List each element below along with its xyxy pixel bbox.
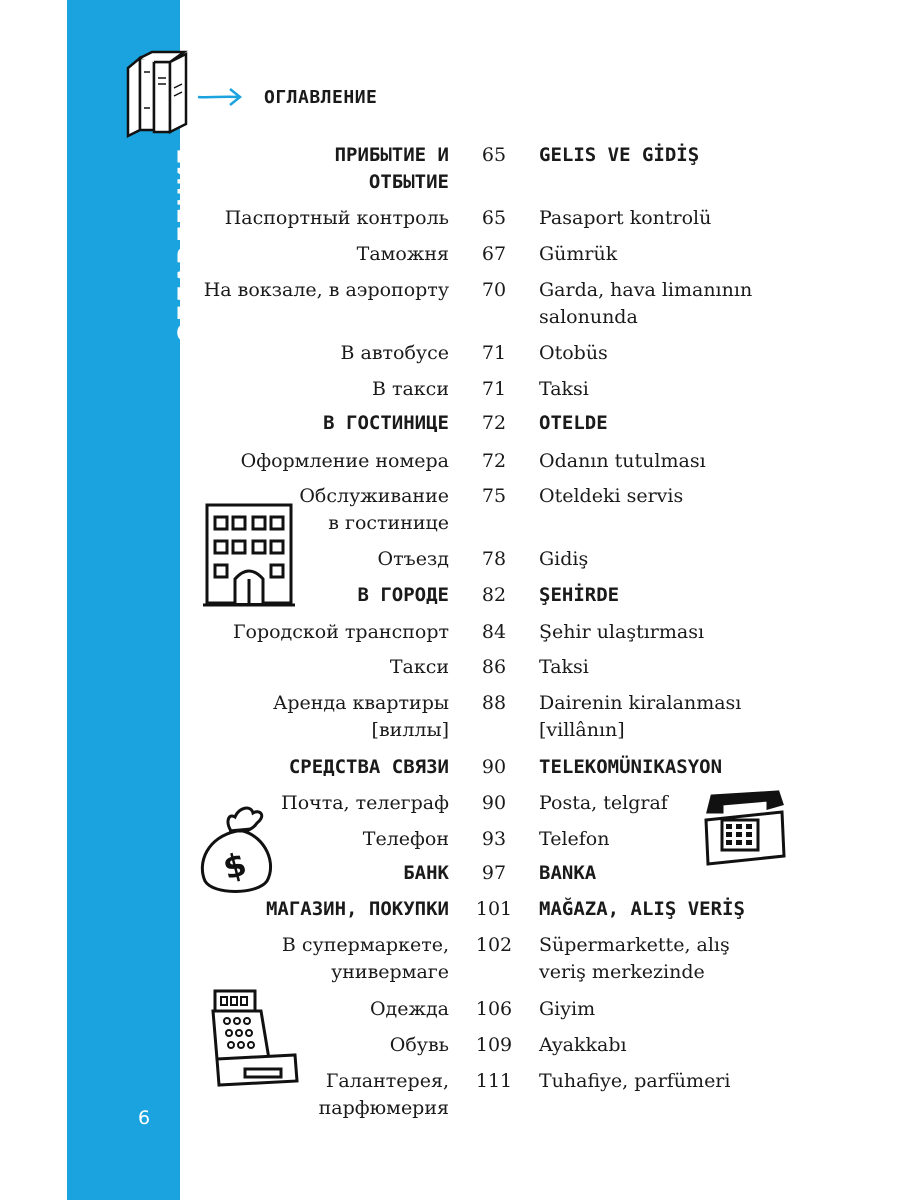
turkish-title [539,410,608,437]
turkish-title-line: veriş merkezinde [539,961,705,983]
toc-entry-row [0,546,900,576]
russian-title [241,448,449,475]
turkish-title [539,277,752,331]
turkish-title-line: Şehir ulaştırması [539,621,705,643]
toc-entry-row [0,241,900,271]
turkish-title [539,690,741,744]
toc-section-row [0,142,900,193]
russian-title-line: На вокзале, в аэропорту [203,279,449,301]
russian-title [390,1032,449,1059]
page-ref: 97 [481,862,507,884]
turkish-title-line: Oteldeki servis [539,485,684,507]
turkish-title [539,376,589,403]
turkish-title-line: [villânın] [539,719,625,741]
russian-title [378,546,449,573]
russian-title [335,142,449,196]
russian-title [281,790,449,817]
turkish-title-line: salonunda [539,306,638,328]
cash-register-icon [207,985,302,1090]
toc-entry-row [0,277,900,328]
turkish-title-line: Garda, hava limanının [539,279,753,301]
svg-text:$: $ [219,844,251,888]
toc-entry-row [0,205,900,235]
russian-title [289,754,449,781]
russian-title [357,241,449,268]
page-ref: 106 [475,998,513,1020]
russian-title [357,582,449,609]
turkish-title [539,142,699,169]
russian-title-line: В ГОРОДЕ [357,584,449,606]
turkish-title-line: Ayakkabı [539,1034,627,1056]
turkish-title-line: Gidiş [539,548,589,570]
russian-title-line: Обувь [389,1034,449,1056]
turkish-title [539,654,589,681]
turkish-title [539,205,711,232]
page-ref: 82 [481,584,507,606]
russian-title [390,654,449,681]
toc-entry-row [0,932,900,983]
toc-entry-row [0,996,900,1026]
turkish-title [539,582,619,609]
turkish-title [539,1032,627,1059]
toc-entry-row [0,483,900,534]
page-ref: 78 [481,548,507,570]
turkish-title-line: Tuhafiye, parfümeri [539,1070,731,1092]
toc-section-row [0,582,900,612]
turkish-title [539,241,617,268]
toc-section-row [0,754,900,784]
toc-entry-row [0,654,900,684]
page-ref: 102 [475,934,513,956]
arrow-icon [196,86,244,108]
turkish-title [539,448,706,475]
russian-title [233,619,449,646]
money-bag-icon [195,803,280,895]
page-ref: 75 [481,485,507,507]
russian-title [266,896,449,923]
russian-title [225,205,449,232]
russian-title-line: В супермаркете, [281,934,449,956]
page-ref: 88 [481,692,507,714]
russian-title-line: В автобусе [340,342,449,364]
turkish-title-line: Giyim [539,998,596,1020]
russian-title-line: Оформление номера [240,450,449,472]
russian-title-line: Городской транспорт [232,621,449,643]
toc-entry-row [0,1032,900,1062]
russian-title-line: Такси [389,656,449,678]
turkish-title-line: Süpermarkette, alış [539,934,730,956]
russian-title-line: в гостинице [328,512,449,534]
page-ref: 101 [475,898,513,920]
russian-title-line: Аренда квартиры [272,692,449,714]
page-ref: 111 [475,1070,513,1092]
turkish-title-line: Pasaport kontrolü [539,207,712,229]
turkish-title-line: OTELDE [539,412,608,434]
page-ref: 84 [481,621,507,643]
russian-title-line: Галантерея, [325,1070,449,1092]
page-ref: 71 [481,342,507,364]
page-ref: 72 [481,450,507,472]
russian-title [299,483,449,537]
turkish-title-line: Dairenin kiralanması [539,692,742,714]
turkish-title-line: ŞEHİRDE [539,584,620,606]
russian-title-line: В ГОСТИНИЦЕ [323,412,449,434]
hotel-icon [203,499,295,609]
russian-title-line: МАГАЗИН, ПОКУПКИ [265,898,449,920]
russian-title-line: СРЕДСТВА СВЯЗИ [288,756,449,778]
russian-title [370,996,449,1023]
page-ref: 70 [481,279,507,301]
turkish-title [539,896,745,923]
russian-title [319,1068,449,1122]
page-ref: 72 [481,412,507,434]
turkish-title-line: TELEKOMÜNIKASYON [539,756,723,778]
turkish-title-line: Otobüs [539,342,608,364]
turkish-title [539,932,730,986]
turkish-title-line: BANKA [539,862,597,884]
turkish-title-line: Gümrük [539,243,618,265]
page-ref: 93 [481,828,507,850]
turkish-title-line: Posta, telgraf [539,792,668,814]
turkish-title [539,340,608,367]
toc-entry-row [0,619,900,649]
toc-entry-row [0,448,900,478]
russian-title-line: В такси [371,378,449,400]
toc-entry-row [0,340,900,370]
turkish-title-line: Taksi [539,656,589,678]
page-ref: 90 [481,792,507,814]
russian-title-line: ПРИБЫТИЕ И [334,144,449,166]
russian-title-line: Почта, телеграф [281,792,449,814]
russian-title-line: Отъезд [377,548,449,570]
turkish-title [539,754,722,781]
page-ref: 71 [481,378,507,400]
turkish-title [539,619,704,646]
sidebar-title: ОГЛАВЛЕНИЕ [173,147,201,343]
toc-entry-row [0,1068,900,1119]
page-ref: 65 [481,207,507,229]
turkish-title [539,860,596,887]
russian-title-line: парфюмерия [318,1097,449,1119]
russian-title [323,410,449,437]
turkish-title [539,790,668,817]
page-ref: 65 [481,144,507,166]
russian-title-line: [виллы] [371,719,449,741]
russian-title [204,277,449,304]
russian-title-line: Таможня [356,243,449,265]
toc-section-row [0,410,900,440]
turkish-title [539,826,609,853]
russian-title [273,690,449,744]
toc-entry-row [0,376,900,406]
russian-title-line: БАНК [403,862,449,884]
turkish-title [539,546,588,573]
russian-title-line: Обслуживание [299,485,449,507]
turkish-title-line: Odanın tutulması [539,450,706,472]
page-number: 6 [138,1107,151,1129]
turkish-title [539,996,595,1023]
russian-title [282,932,449,986]
page-ref: 67 [481,243,507,265]
turkish-title [539,483,683,510]
turkish-title-line: Telefon [539,828,610,850]
russian-title [372,376,449,403]
telephone-icon [698,790,788,870]
page-ref: 86 [481,656,507,678]
page-title: ОГЛАВЛЕНИЕ [264,87,378,108]
russian-title [403,860,449,887]
russian-title-line: универмаге [331,961,449,983]
turkish-title-line: MAĞAZA, ALIŞ VERİŞ [539,898,745,920]
russian-title [341,340,449,367]
russian-title [363,826,449,853]
page-ref: 90 [481,756,507,778]
toc-entry-row [0,690,900,741]
toc-section-row [0,896,900,926]
turkish-title-line: Taksi [539,378,589,400]
books-icon [122,48,192,138]
russian-title-line: Одежда [369,998,449,1020]
russian-title-line: ОТБЫТИЕ [368,171,449,193]
russian-title-line: Телефон [362,828,449,850]
page-ref: 109 [475,1034,513,1056]
turkish-title-line: GELIS VE GİDİŞ [539,144,700,166]
turkish-title [539,1068,730,1095]
russian-title-line: Паспортный контроль [224,207,449,229]
